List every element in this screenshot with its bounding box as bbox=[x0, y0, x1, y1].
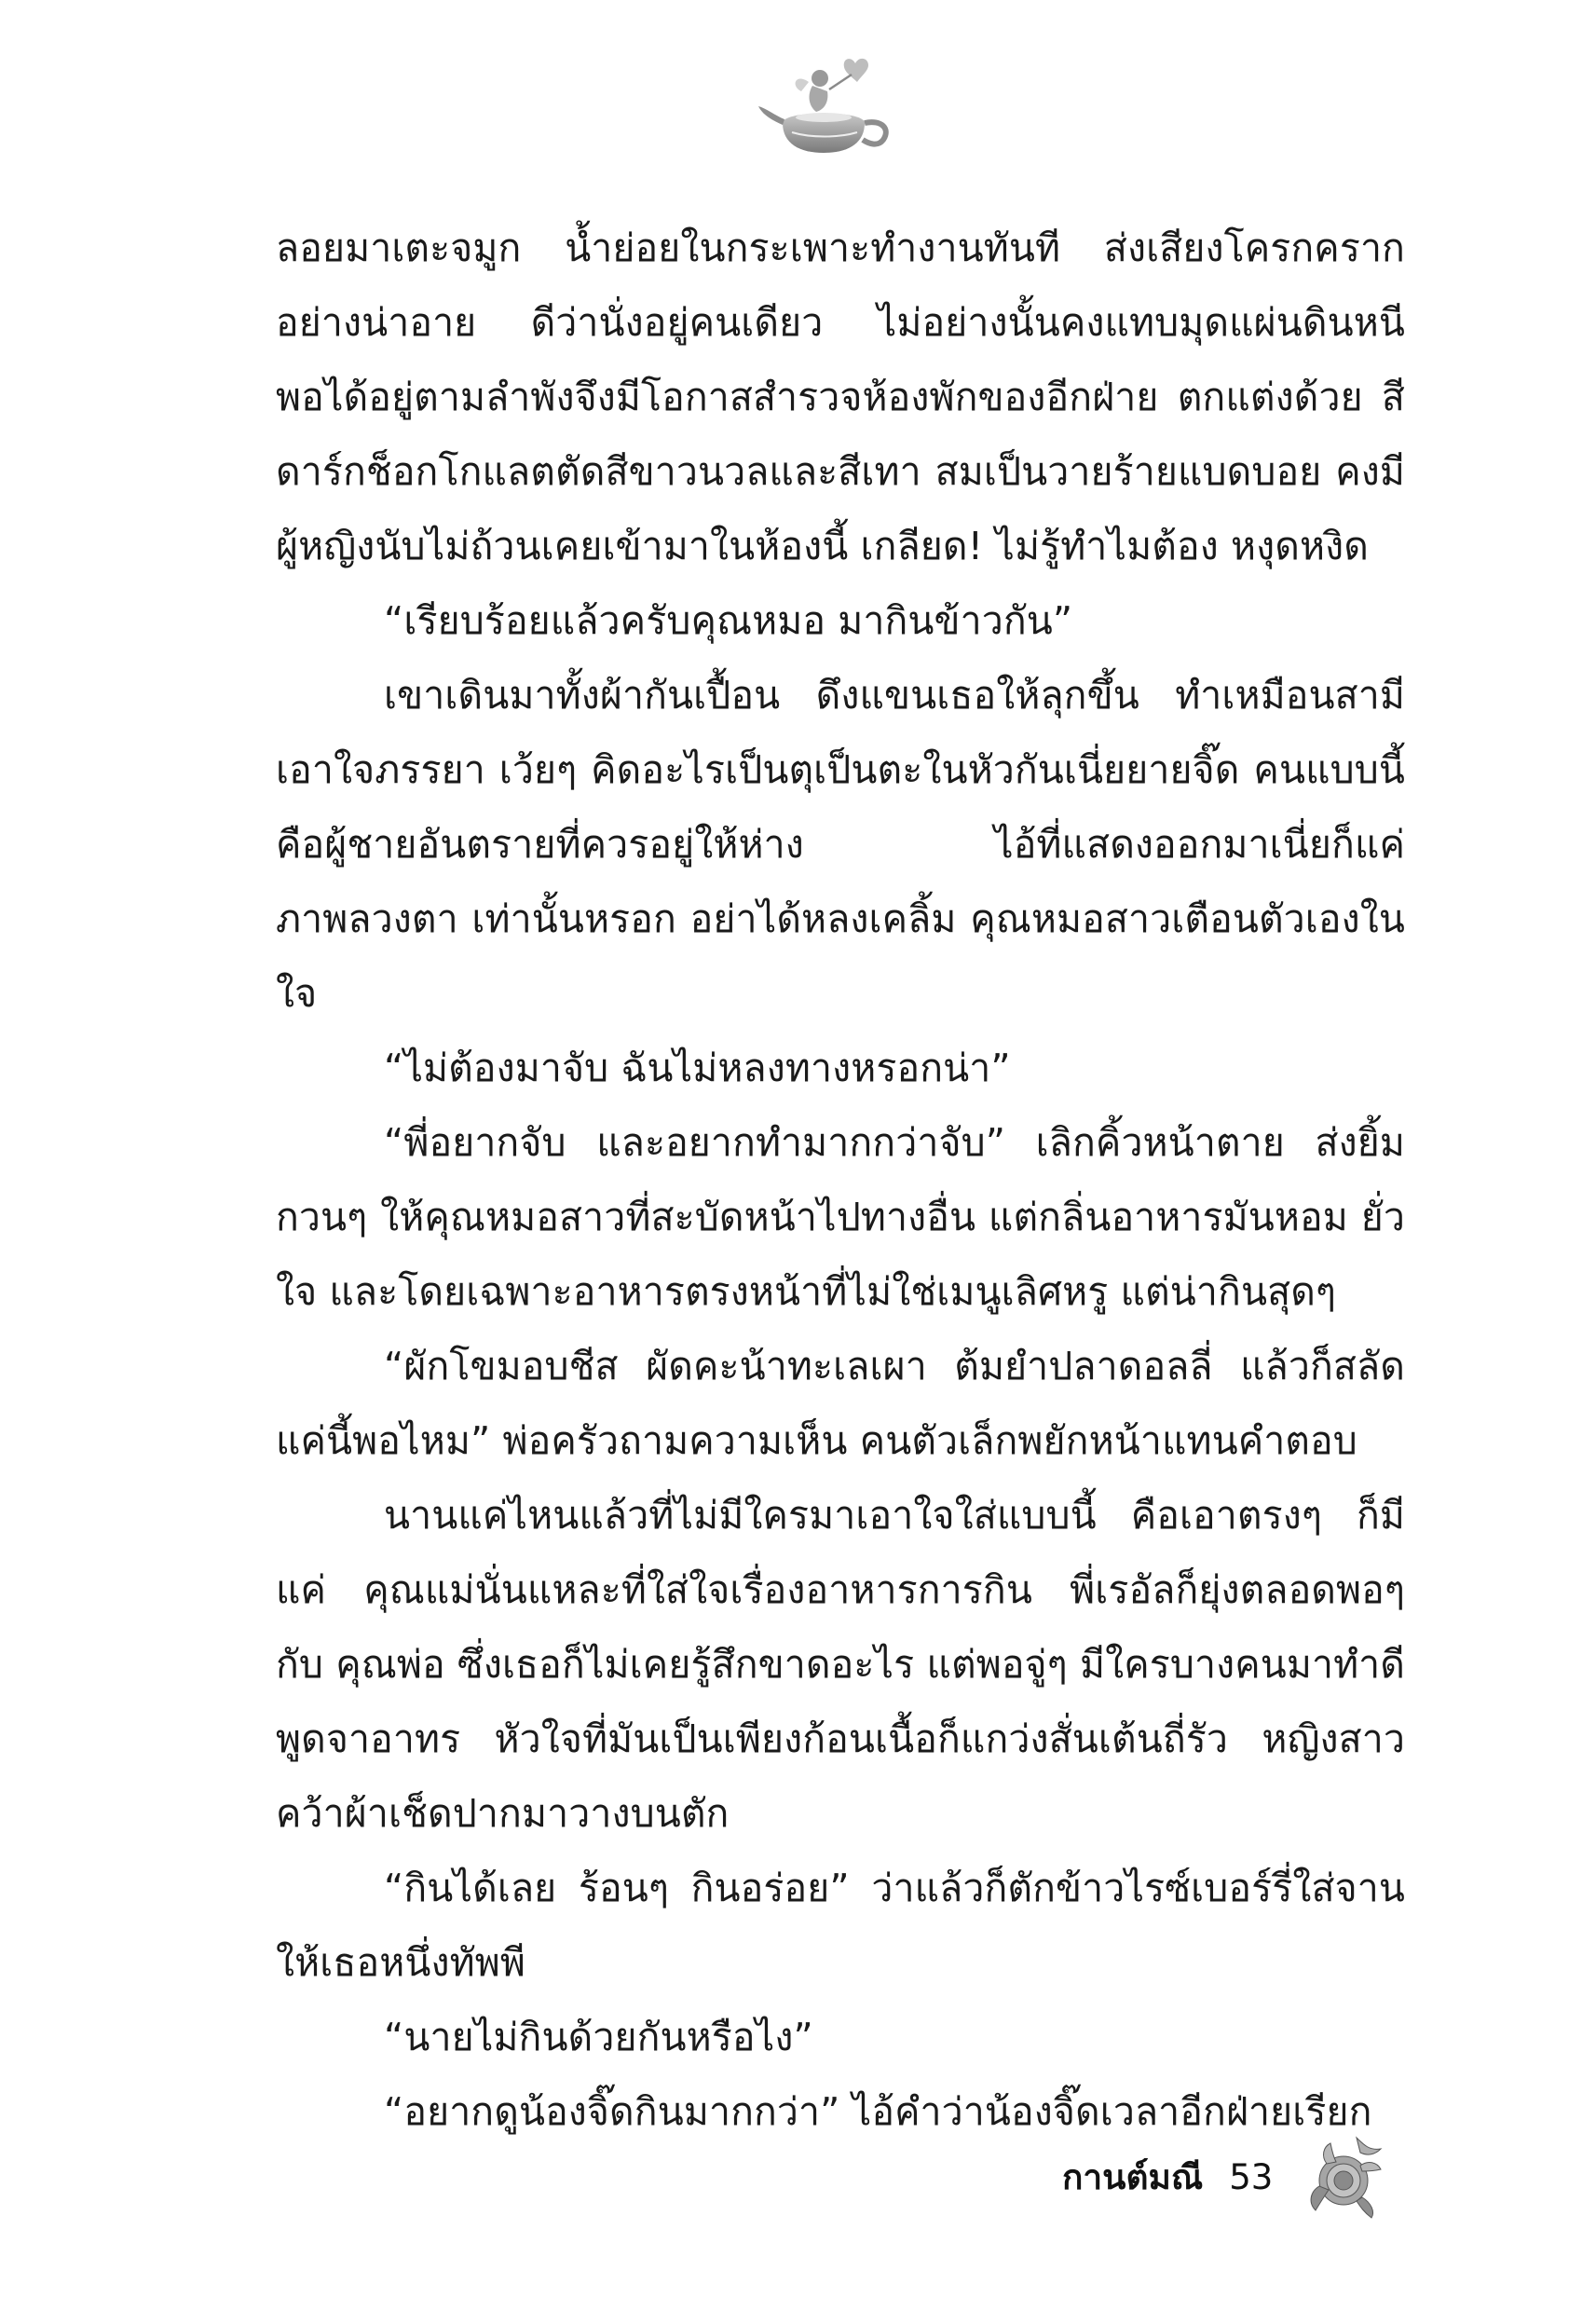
body-text bbox=[276, 211, 1405, 2149]
rose-flower-ornament-icon bbox=[1301, 2132, 1390, 2222]
paragraph: “อยากดูน้องจิ๊ดกินมากกว่า” ไอ้คำว่าน้องจิ๊ดเวลาอีกฝ่ายเรียก bbox=[384, 2089, 1372, 2134]
teapot-cupid-ornament-icon bbox=[755, 54, 904, 166]
book-title: กานต์มณี bbox=[1062, 2156, 1204, 2197]
paragraph: “ไม่ต้องมาจับ ฉันไม่หลงทางหรอกน่า” bbox=[384, 1046, 1011, 1090]
paragraph: “ผักโขมอบชีส ผัดคะน้าทะเลเผา ต้มยำปลาดอลลี่ แล้วก็สลัด แค่นี้พอไหม” พ่อครัวถามความเห็น คนตัวเล็กพยักหน้าแทนคำตอบ bbox=[276, 1344, 1405, 1463]
paragraph: “เรียบร้อยแล้วครับคุณหมอ มากินข้าวกัน” bbox=[384, 598, 1073, 643]
paragraph: “กินได้เลย ร้อนๆ กินอร่อย” ว่าแล้วก็ตักข้าวไรซ์เบอร์รี่ใส่จาน ให้เธอหนึ่งทัพพี bbox=[276, 1866, 1405, 1985]
paragraph: เขาเดินมาทั้งผ้ากันเปื้อน ดึงแขนเธอให้ลุกขึ้น ทำเหมือนสามี เอาใจภรรยา เว้ยๆ คิดอะไรเป็นตุเป็นตะในหัวกันเนี่ยยายจิ๊ด คนแบบนี้ คือผู้ชายอันตรายที่ควรอยู่ให้ห่าง ไอ้ที่แสดงออกมาเนี่ยก็แค่ภาพลวงตา เท่านั้นหรอก อย่าได้หลงเคลิ้ม คุณหมอสาวเตือนตัวเองในใจ bbox=[276, 673, 1405, 1016]
paragraph: “นายไม่กินด้วยกันหรือไง” bbox=[384, 2015, 813, 2059]
page-footer bbox=[1062, 2140, 1390, 2214]
paragraph: “พี่อยากจับ และอยากทำมากกว่าจับ” เลิกคิ้วหน้าตาย ส่งยิ้ม กวนๆ ให้คุณหมอสาวที่สะบัดหน้าไปทางอื่น แต่กลิ่นอาหารมันหอม ยั่วใจ และโดยเฉพาะอาหารตรงหน้าที่ไม่ใช่เมนูเลิศหรู แต่น่ากินสุดๆ bbox=[276, 1120, 1405, 1314]
paragraph: ลอยมาเตะจมูก น้ำย่อยในกระเพาะทำงานทันที ส่งเสียงโครกคราก อย่างน่าอาย ดีว่านั่งอยู่คนเดียว ไม่อย่างนั้นคงแทบมุดแผ่นดินหนี พอได้อยู่ตามลำพังจึงมีโอกาสสำรวจห้องพักของอีกฝ่าย ตกแต่งด้วย สีดาร์กช็อกโกแลตตัดสีขาวนวลและสีเทา สมเป็นวายร้ายแบดบอย คงมีผู้หญิงนับไม่ถ้วนเคยเข้ามาในห้องนี้ เกลียด! ไม่รู้ทำไมต้อง หงุดหงิด bbox=[276, 226, 1405, 568]
page-number: 53 bbox=[1229, 2156, 1274, 2197]
paragraph: นานแค่ไหนแล้วที่ไม่มีใครมาเอาใจใส่แบบนี้ คือเอาตรงๆ ก็มีแค่ คุณแม่นั่นแหละที่ใส่ใจเรื่องอาหารการกิน พี่เรอัลก็ยุ่งตลอดพอๆ กับ คุณพ่อ ซึ่งเธอก็ไม่เคยรู้สึกขาดอะไร แต่พอจู่ๆ มีใครบางคนมาทำดี พูดจาอาทร หัวใจที่มันเป็นเพียงก้อนเนื้อก็แกว่งสั่นเต้นถี่รัว หญิงสาว คว้าผ้าเช็ดปากมาวางบนตัก bbox=[276, 1493, 1405, 1836]
